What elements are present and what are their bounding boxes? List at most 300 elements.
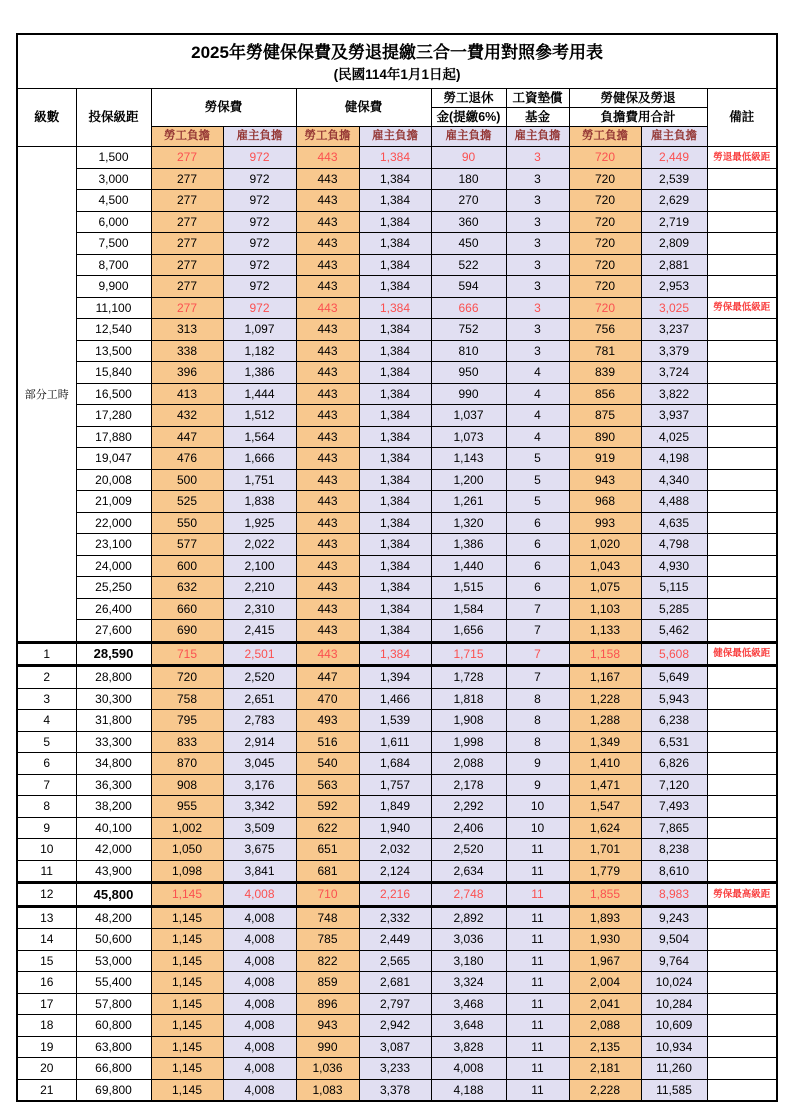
value-cell: 7,120 [641, 774, 707, 796]
table-row [17, 362, 777, 384]
value-cell: 338 [151, 340, 223, 362]
value-cell: 2,634 [431, 860, 506, 883]
note-cell: 勞退最低級距 [707, 147, 777, 169]
bracket-cell: 19,047 [76, 448, 151, 470]
table-row [17, 340, 777, 362]
value-cell: 1,715 [431, 642, 506, 666]
value-cell: 1,384 [359, 233, 431, 255]
table-row [17, 254, 777, 276]
bracket-cell: 42,000 [76, 839, 151, 861]
value-cell: 2,004 [569, 972, 641, 994]
value-cell: 3 [506, 297, 569, 319]
value-cell: 3 [506, 168, 569, 190]
value-cell: 2,022 [223, 534, 296, 556]
page-subtitle: (民國114年1月1日起) [333, 66, 461, 82]
col-header-level: 級數 [17, 89, 76, 147]
value-cell: 2,210 [223, 577, 296, 599]
value-cell: 443 [296, 512, 359, 534]
value-cell: 955 [151, 796, 223, 818]
table-row [17, 534, 777, 556]
value-cell: 5,608 [641, 642, 707, 666]
value-cell: 890 [569, 426, 641, 448]
value-cell: 3,468 [431, 993, 506, 1015]
value-cell: 9 [506, 753, 569, 775]
value-cell: 715 [151, 642, 223, 666]
value-cell: 4,025 [641, 426, 707, 448]
value-cell: 11 [506, 906, 569, 929]
level-cell: 2 [17, 666, 76, 689]
level-cell: 6 [17, 753, 76, 775]
value-cell: 2,783 [223, 710, 296, 732]
note-cell [707, 860, 777, 883]
value-cell: 8,238 [641, 839, 707, 861]
table-row [17, 1058, 777, 1080]
value-cell: 1,384 [359, 598, 431, 620]
value-cell: 1,940 [359, 817, 431, 839]
value-cell: 720 [569, 211, 641, 233]
note-cell [707, 469, 777, 491]
bracket-cell: 57,800 [76, 993, 151, 1015]
table-row [17, 731, 777, 753]
value-cell: 3 [506, 276, 569, 298]
value-cell: 6 [506, 555, 569, 577]
value-cell: 1,073 [431, 426, 506, 448]
level-cell: 17 [17, 993, 76, 1015]
value-cell: 1,384 [359, 190, 431, 212]
value-cell: 1,320 [431, 512, 506, 534]
value-cell: 3 [506, 147, 569, 169]
table-row [17, 383, 777, 405]
value-cell: 2,178 [431, 774, 506, 796]
value-cell: 2,332 [359, 906, 431, 929]
subheader-labor-employee: 勞工負擔 [151, 127, 223, 147]
value-cell: 1,855 [569, 883, 641, 907]
note-cell [707, 972, 777, 994]
bracket-cell: 33,300 [76, 731, 151, 753]
value-cell: 666 [431, 297, 506, 319]
value-cell: 839 [569, 362, 641, 384]
value-cell: 4,635 [641, 512, 707, 534]
table-row [17, 817, 777, 839]
value-cell: 4 [506, 405, 569, 427]
value-cell: 1,384 [359, 276, 431, 298]
value-cell: 748 [296, 906, 359, 929]
level-cell: 7 [17, 774, 76, 796]
bracket-cell: 53,000 [76, 950, 151, 972]
value-cell: 3 [506, 319, 569, 341]
table-row [17, 620, 777, 643]
value-cell: 3,342 [223, 796, 296, 818]
value-cell: 470 [296, 688, 359, 710]
value-cell: 1,075 [569, 577, 641, 599]
col-header-combined-line1: 勞健保及勞退 [569, 89, 707, 108]
table-row [17, 753, 777, 775]
value-cell: 443 [296, 254, 359, 276]
value-cell: 1,849 [359, 796, 431, 818]
value-cell: 525 [151, 491, 223, 513]
bracket-cell: 4,500 [76, 190, 151, 212]
part-time-merged-cell: 部分工時 [17, 147, 76, 643]
value-cell: 1,384 [359, 362, 431, 384]
note-cell [707, 950, 777, 972]
bracket-cell: 50,600 [76, 929, 151, 951]
bracket-cell: 16,500 [76, 383, 151, 405]
value-cell: 3,237 [641, 319, 707, 341]
value-cell: 277 [151, 147, 223, 169]
subheader-pension-employer: 雇主負擔 [431, 127, 506, 147]
table-head [17, 34, 777, 147]
value-cell: 1,624 [569, 817, 641, 839]
value-cell: 7,865 [641, 817, 707, 839]
bracket-cell: 28,590 [76, 642, 151, 666]
value-cell: 1,611 [359, 731, 431, 753]
value-cell: 11 [506, 839, 569, 861]
value-cell: 540 [296, 753, 359, 775]
bracket-cell: 34,800 [76, 753, 151, 775]
note-cell [707, 491, 777, 513]
value-cell: 3,822 [641, 383, 707, 405]
value-cell: 3,036 [431, 929, 506, 951]
note-cell [707, 929, 777, 951]
value-cell: 447 [296, 666, 359, 689]
value-cell: 833 [151, 731, 223, 753]
bracket-cell: 9,900 [76, 276, 151, 298]
value-cell: 2,942 [359, 1015, 431, 1037]
value-cell: 360 [431, 211, 506, 233]
value-cell: 450 [431, 233, 506, 255]
value-cell: 3,025 [641, 297, 707, 319]
note-cell [707, 254, 777, 276]
value-cell: 1,228 [569, 688, 641, 710]
value-cell: 720 [569, 233, 641, 255]
subheader-health-employee: 勞工負擔 [296, 127, 359, 147]
value-cell: 1,261 [431, 491, 506, 513]
value-cell: 990 [431, 383, 506, 405]
value-cell: 443 [296, 340, 359, 362]
table-row [17, 405, 777, 427]
bracket-cell: 17,280 [76, 405, 151, 427]
note-cell [707, 276, 777, 298]
value-cell: 6,238 [641, 710, 707, 732]
level-cell: 18 [17, 1015, 76, 1037]
level-cell: 4 [17, 710, 76, 732]
value-cell: 1,036 [296, 1058, 359, 1080]
value-cell: 1,384 [359, 211, 431, 233]
bracket-cell: 11,100 [76, 297, 151, 319]
value-cell: 4,008 [223, 883, 296, 907]
value-cell: 1,050 [151, 839, 223, 861]
value-cell: 3,828 [431, 1036, 506, 1058]
value-cell: 908 [151, 774, 223, 796]
level-cell: 11 [17, 860, 76, 883]
value-cell: 993 [569, 512, 641, 534]
note-cell [707, 555, 777, 577]
note-cell [707, 906, 777, 929]
value-cell: 632 [151, 577, 223, 599]
col-header-combined-line2: 負擔費用合計 [569, 108, 707, 127]
value-cell: 2,892 [431, 906, 506, 929]
value-cell: 5,943 [641, 688, 707, 710]
bracket-cell: 21,009 [76, 491, 151, 513]
value-cell: 4,008 [223, 929, 296, 951]
value-cell: 550 [151, 512, 223, 534]
note-cell: 健保最低級距 [707, 642, 777, 666]
col-header-bracket: 投保級距 [76, 89, 151, 147]
value-cell: 1,444 [223, 383, 296, 405]
level-cell: 3 [17, 688, 76, 710]
table-row [17, 448, 777, 470]
level-cell: 14 [17, 929, 76, 951]
bracket-cell: 26,400 [76, 598, 151, 620]
value-cell: 2,748 [431, 883, 506, 907]
table-row [17, 666, 777, 689]
value-cell: 1,930 [569, 929, 641, 951]
value-cell: 1,145 [151, 883, 223, 907]
premium-table [16, 33, 778, 1102]
note-cell [707, 839, 777, 861]
value-cell: 11 [506, 860, 569, 883]
note-cell [707, 340, 777, 362]
value-cell: 720 [569, 190, 641, 212]
bracket-cell: 55,400 [76, 972, 151, 994]
value-cell: 972 [223, 254, 296, 276]
value-cell: 7,493 [641, 796, 707, 818]
value-cell: 3 [506, 211, 569, 233]
value-cell: 4,930 [641, 555, 707, 577]
value-cell: 11 [506, 1058, 569, 1080]
value-cell: 2,501 [223, 642, 296, 666]
note-cell [707, 534, 777, 556]
value-cell: 1,167 [569, 666, 641, 689]
note-cell: 勞保最高級距 [707, 883, 777, 907]
value-cell: 443 [296, 577, 359, 599]
value-cell: 720 [569, 276, 641, 298]
value-cell: 3,176 [223, 774, 296, 796]
value-cell: 1,893 [569, 906, 641, 929]
value-cell: 9,243 [641, 906, 707, 929]
bracket-cell: 28,800 [76, 666, 151, 689]
value-cell: 9,764 [641, 950, 707, 972]
value-cell: 5,649 [641, 666, 707, 689]
value-cell: 4,008 [223, 972, 296, 994]
value-cell: 443 [296, 211, 359, 233]
value-cell: 622 [296, 817, 359, 839]
table-row [17, 168, 777, 190]
table-row [17, 577, 777, 599]
bracket-cell: 38,200 [76, 796, 151, 818]
table-row [17, 860, 777, 883]
value-cell: 6 [506, 512, 569, 534]
value-cell: 7 [506, 642, 569, 666]
value-cell: 10,024 [641, 972, 707, 994]
level-cell: 20 [17, 1058, 76, 1080]
subheader-labor-employer: 雇主負擔 [223, 127, 296, 147]
value-cell: 8,610 [641, 860, 707, 883]
value-cell: 4,008 [223, 1036, 296, 1058]
value-cell: 752 [431, 319, 506, 341]
value-cell: 3,509 [223, 817, 296, 839]
value-cell: 1,515 [431, 577, 506, 599]
value-cell: 1,666 [223, 448, 296, 470]
value-cell: 2,088 [431, 753, 506, 775]
value-cell: 1,384 [359, 319, 431, 341]
value-cell: 2,629 [641, 190, 707, 212]
value-cell: 1,098 [151, 860, 223, 883]
bracket-cell: 25,250 [76, 577, 151, 599]
value-cell: 1,384 [359, 491, 431, 513]
value-cell: 4 [506, 383, 569, 405]
table-row [17, 688, 777, 710]
value-cell: 11 [506, 1079, 569, 1101]
value-cell: 2,539 [641, 168, 707, 190]
bracket-cell: 8,700 [76, 254, 151, 276]
value-cell: 2,797 [359, 993, 431, 1015]
value-cell: 443 [296, 362, 359, 384]
note-cell [707, 753, 777, 775]
note-cell [707, 666, 777, 689]
value-cell: 413 [151, 383, 223, 405]
value-cell: 3,233 [359, 1058, 431, 1080]
value-cell: 2,719 [641, 211, 707, 233]
table-row [17, 906, 777, 929]
value-cell: 3,087 [359, 1036, 431, 1058]
value-cell: 277 [151, 254, 223, 276]
bracket-cell: 22,000 [76, 512, 151, 534]
value-cell: 10,284 [641, 993, 707, 1015]
value-cell: 1,701 [569, 839, 641, 861]
value-cell: 277 [151, 168, 223, 190]
bracket-cell: 48,200 [76, 906, 151, 929]
value-cell: 2,032 [359, 839, 431, 861]
value-cell: 443 [296, 469, 359, 491]
value-cell: 2,651 [223, 688, 296, 710]
level-cell: 16 [17, 972, 76, 994]
table-row [17, 297, 777, 319]
value-cell: 720 [569, 147, 641, 169]
value-cell: 2,449 [359, 929, 431, 951]
value-cell: 443 [296, 168, 359, 190]
value-cell: 4,008 [223, 906, 296, 929]
value-cell: 4 [506, 426, 569, 448]
value-cell: 870 [151, 753, 223, 775]
value-cell: 972 [223, 190, 296, 212]
value-cell: 968 [569, 491, 641, 513]
table-row [17, 598, 777, 620]
value-cell: 758 [151, 688, 223, 710]
table-row [17, 512, 777, 534]
note-cell: 勞保最低級距 [707, 297, 777, 319]
note-cell [707, 1058, 777, 1080]
bracket-cell: 63,800 [76, 1036, 151, 1058]
value-cell: 1,288 [569, 710, 641, 732]
value-cell: 3,324 [431, 972, 506, 994]
value-cell: 443 [296, 147, 359, 169]
value-cell: 1,037 [431, 405, 506, 427]
table-row [17, 233, 777, 255]
value-cell: 720 [569, 254, 641, 276]
col-header-labor-insurance: 勞保費 [151, 89, 296, 127]
value-cell: 1,097 [223, 319, 296, 341]
value-cell: 1,384 [359, 405, 431, 427]
value-cell: 3,378 [359, 1079, 431, 1101]
value-cell: 1,908 [431, 710, 506, 732]
value-cell: 2,406 [431, 817, 506, 839]
value-cell: 443 [296, 555, 359, 577]
value-cell: 2,100 [223, 555, 296, 577]
value-cell: 2,228 [569, 1079, 641, 1101]
value-cell: 1,145 [151, 1036, 223, 1058]
note-cell [707, 710, 777, 732]
value-cell: 1,384 [359, 534, 431, 556]
value-cell: 3,379 [641, 340, 707, 362]
value-cell: 1,145 [151, 993, 223, 1015]
table-row [17, 972, 777, 994]
value-cell: 11 [506, 972, 569, 994]
value-cell: 277 [151, 211, 223, 233]
value-cell: 3,724 [641, 362, 707, 384]
value-cell: 3,937 [641, 405, 707, 427]
value-cell: 651 [296, 839, 359, 861]
value-cell: 11 [506, 1015, 569, 1037]
bracket-cell: 17,880 [76, 426, 151, 448]
value-cell: 9 [506, 774, 569, 796]
table-body [17, 147, 777, 1102]
value-cell: 1,757 [359, 774, 431, 796]
table-row [17, 993, 777, 1015]
value-cell: 1,386 [431, 534, 506, 556]
value-cell: 8 [506, 688, 569, 710]
value-cell: 1,998 [431, 731, 506, 753]
value-cell: 10,934 [641, 1036, 707, 1058]
value-cell: 1,466 [359, 688, 431, 710]
value-cell: 4,488 [641, 491, 707, 513]
value-cell: 500 [151, 469, 223, 491]
value-cell: 443 [296, 534, 359, 556]
value-cell: 600 [151, 555, 223, 577]
value-cell: 4,008 [223, 1015, 296, 1037]
value-cell: 447 [151, 426, 223, 448]
value-cell: 2,809 [641, 233, 707, 255]
value-cell: 2,310 [223, 598, 296, 620]
value-cell: 5 [506, 491, 569, 513]
value-cell: 1,818 [431, 688, 506, 710]
value-cell: 1,564 [223, 426, 296, 448]
value-cell: 9,504 [641, 929, 707, 951]
value-cell: 443 [296, 598, 359, 620]
value-cell: 720 [569, 297, 641, 319]
value-cell: 785 [296, 929, 359, 951]
value-cell: 11,260 [641, 1058, 707, 1080]
value-cell: 2,520 [431, 839, 506, 861]
value-cell: 4,008 [223, 950, 296, 972]
value-cell: 10 [506, 796, 569, 818]
bracket-cell: 12,540 [76, 319, 151, 341]
value-cell: 11 [506, 950, 569, 972]
value-cell: 1,384 [359, 642, 431, 666]
value-cell: 1,779 [569, 860, 641, 883]
value-cell: 7 [506, 598, 569, 620]
value-cell: 972 [223, 211, 296, 233]
level-cell: 9 [17, 817, 76, 839]
value-cell: 950 [431, 362, 506, 384]
level-cell: 10 [17, 839, 76, 861]
value-cell: 859 [296, 972, 359, 994]
level-cell: 19 [17, 1036, 76, 1058]
value-cell: 90 [431, 147, 506, 169]
level-cell: 13 [17, 906, 76, 929]
table-row [17, 710, 777, 732]
note-cell [707, 620, 777, 643]
